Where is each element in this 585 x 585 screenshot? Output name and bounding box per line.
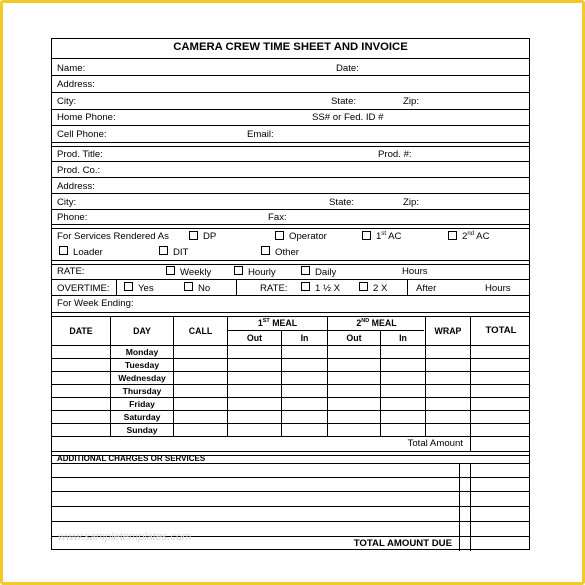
cell-phone-label: Cell Phone:: [57, 129, 107, 140]
operator-option-label: Operator: [289, 231, 327, 242]
after-hours-label: Hours: [485, 283, 511, 294]
day-row-sunday: Sunday: [126, 425, 158, 435]
daily-checkbox[interactable]: [301, 266, 310, 275]
dit-checkbox[interactable]: [159, 246, 168, 255]
email-label: Email:: [247, 129, 274, 140]
weekly-label: Weekly: [180, 267, 212, 278]
overtime-label: OVERTIME:: [57, 283, 110, 294]
prod-state-label: State:: [329, 197, 355, 208]
prod-zip-label: Zip:: [403, 197, 419, 208]
loader-option-label: Loader: [73, 247, 103, 258]
double-checkbox[interactable]: [359, 282, 368, 291]
fax-label: Fax:: [268, 212, 287, 223]
col-call: CALL: [188, 326, 213, 336]
second-ac-checkbox[interactable]: [448, 231, 457, 240]
day-row-saturday: Saturday: [123, 412, 161, 422]
dp-option-label: DP: [203, 231, 217, 242]
prod-phone-label: Phone:: [57, 212, 88, 223]
day-row-friday: Friday: [129, 399, 155, 409]
rate-label: RATE:: [57, 266, 85, 277]
watermark: www.sampletemplates.com: [58, 531, 192, 543]
name-label: Name:: [57, 63, 86, 74]
prod-number-label: Prod. #:: [378, 149, 412, 160]
home-phone-label: Home Phone:: [57, 112, 116, 123]
overtime-no-checkbox[interactable]: [184, 282, 193, 291]
form-title: CAMERA CREW TIME SHEET AND INVOICE: [173, 41, 408, 53]
rate-hours-label: Hours: [402, 266, 428, 277]
total-amount-label: Total Amount: [407, 438, 463, 449]
state-label: State:: [331, 96, 357, 107]
dp-checkbox[interactable]: [189, 231, 198, 240]
zip-label: Zip:: [403, 96, 419, 107]
day-row-monday: Monday: [125, 347, 159, 357]
timesheet-form: [51, 38, 530, 550]
col-meal1: 1ST MEAL: [257, 318, 298, 328]
weekly-checkbox[interactable]: [166, 266, 175, 275]
additional-charges-header: ADDITIONAL CHARGES OR SERVICES: [57, 454, 206, 463]
other-option-label: Other: [275, 247, 299, 258]
address-label: Address:: [57, 79, 95, 90]
day-row-tuesday: Tuesday: [124, 360, 160, 370]
daily-label: Daily: [315, 267, 337, 278]
other-checkbox[interactable]: [261, 246, 270, 255]
loader-checkbox[interactable]: [59, 246, 68, 255]
col-day: DAY: [133, 326, 151, 336]
hourly-label: Hourly: [248, 267, 276, 278]
total-amount-due-label: TOTAL AMOUNT DUE: [353, 538, 452, 549]
overtime-yes-label: Yes: [138, 283, 154, 294]
col-meal2-out: Out: [346, 333, 362, 343]
col-meal1-in: In: [300, 333, 309, 343]
second-ac-option-label: 2nd AC: [462, 231, 490, 243]
dit-option-label: DIT: [173, 247, 189, 258]
col-meal1-out: Out: [246, 333, 263, 343]
col-wrap: WRAP: [434, 326, 462, 336]
operator-checkbox[interactable]: [275, 231, 284, 240]
after-label: After: [416, 283, 437, 294]
first-ac-option-label: 1st AC: [376, 231, 402, 243]
city-label: City:: [57, 96, 77, 107]
ssn-label: SS# or Fed. ID #: [312, 112, 384, 123]
overtime-rate-label: RATE:: [260, 283, 288, 294]
col-total: TOTAL: [485, 325, 517, 336]
day-row-wednesday: Wednesday: [118, 373, 166, 383]
week-ending-label: For Week Ending:: [57, 298, 134, 309]
date-label: Date:: [336, 63, 359, 74]
col-meal2: 2ND MEAL: [356, 318, 397, 328]
hourly-checkbox[interactable]: [234, 266, 243, 275]
prod-city-label: City:: [57, 197, 77, 208]
overtime-yes-checkbox[interactable]: [124, 282, 133, 291]
first-ac-checkbox[interactable]: [362, 231, 371, 240]
overtime-no-label: No: [198, 283, 211, 294]
col-date: DATE: [69, 326, 93, 336]
one-half-label: 1 ½ X: [315, 283, 341, 294]
one-half-checkbox[interactable]: [301, 282, 310, 291]
prod-title-label: Prod. Title:: [57, 149, 103, 160]
day-row-thursday: Thursday: [122, 386, 162, 396]
prod-address-label: Address:: [57, 181, 95, 192]
prod-co-label: Prod. Co.:: [57, 165, 101, 176]
col-meal2-in: In: [399, 333, 407, 343]
double-label: 2 X: [373, 283, 388, 294]
services-label: For Services Rendered As: [57, 231, 169, 242]
